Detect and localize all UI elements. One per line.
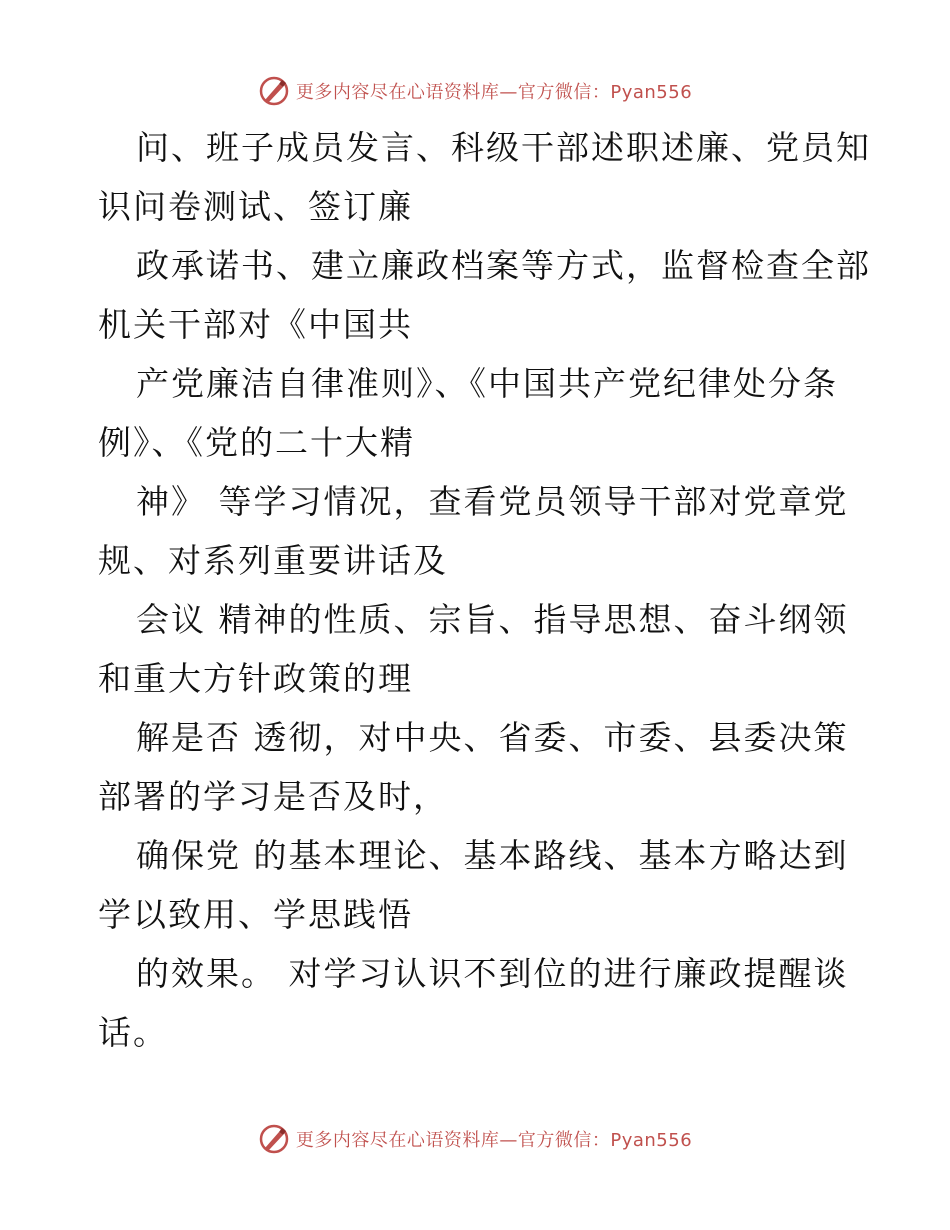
paragraph-first-line: 神》 等学习情况，查看党员领导干部对党章党 xyxy=(136,482,849,521)
paragraph-first-line: 会议 精神的性质、宗旨、指导思想、奋斗纲领 xyxy=(136,600,849,639)
paragraph xyxy=(98,118,871,236)
paragraph xyxy=(98,708,858,826)
paragraph-continuation-line: 识问卷测试、签订廉 xyxy=(98,187,413,226)
pen-logo-icon xyxy=(258,75,290,107)
paragraph-first-line: 政承诺书、建立廉政档案等方式，监督检查全部 xyxy=(136,246,871,285)
paragraph-first-line: 的效果。 对学习认识不到位的进行廉政提醒谈 xyxy=(136,954,849,993)
paragraph-first-line: 产党廉洁自律准则》、《中国共产党纪律处分条 xyxy=(136,364,838,403)
paragraph xyxy=(98,590,858,708)
paragraph-continuation-line: 规、对系列重要讲话及 xyxy=(98,541,448,580)
watermark-text: 更多内容尽在心语资料库—官方微信：Pyan556 xyxy=(295,82,693,103)
footer-watermark xyxy=(0,1122,950,1156)
pen-logo-icon xyxy=(258,1123,290,1155)
paragraph xyxy=(98,354,858,472)
paragraph-continuation-line: 例》、《党的二十大精 xyxy=(98,423,415,462)
paragraph xyxy=(98,944,858,1062)
paragraph-continuation-line: 和重大方针政策的理 xyxy=(98,659,413,698)
watermark-text: 更多内容尽在心语资料库—官方微信：Pyan556 xyxy=(295,1130,693,1151)
paragraph-continuation-line: 机关干部对《中国共 xyxy=(98,305,413,344)
paragraph xyxy=(98,472,858,590)
paragraph-continuation-line: 话。 xyxy=(98,1013,168,1052)
paragraph-first-line: 问、班子成员发言、科级干部述职述廉、党员知 xyxy=(136,128,871,167)
body-text xyxy=(98,118,871,1062)
paragraph-continuation-line: 学以致用、学思践悟 xyxy=(98,895,413,934)
paragraph-first-line: 解是否 透彻，对中央、省委、市委、县委决策 xyxy=(136,718,849,757)
paragraph-continuation-line: 部署的学习是否及时， xyxy=(98,777,448,816)
paragraph-first-line: 确保党 的基本理论、基本路线、基本方略达到 xyxy=(136,836,849,875)
paragraph xyxy=(98,236,871,354)
header-watermark xyxy=(0,74,950,108)
paragraph xyxy=(98,826,858,944)
